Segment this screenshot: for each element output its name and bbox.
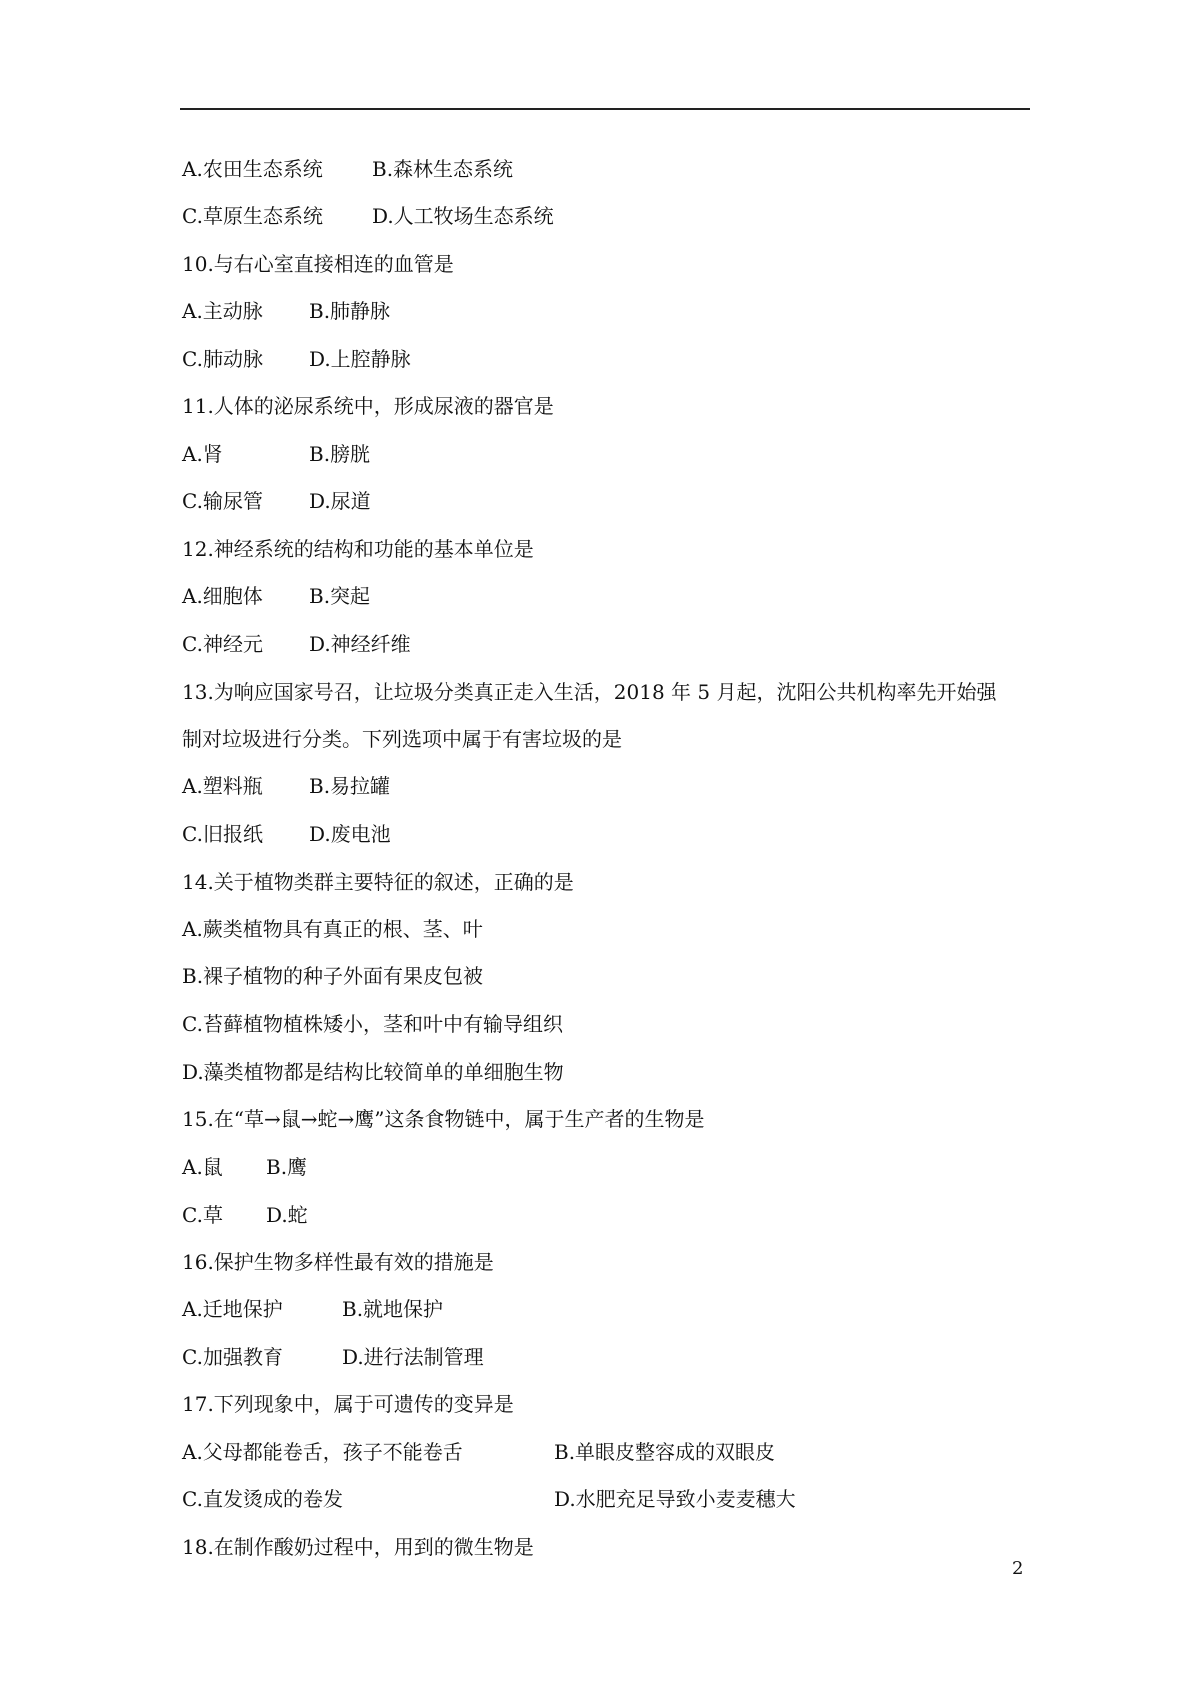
option-b: B.鹰 bbox=[266, 1155, 308, 1179]
options-line-q10-ab bbox=[182, 299, 390, 323]
option-a: A.蕨类植物具有真正的根、茎、叶 bbox=[182, 917, 483, 941]
question-13-line-1: 13.为响应国家号召，让垃圾分类真正走入生活，2018 年 5 月起，沈阳公共机构率先开始强 bbox=[182, 680, 997, 704]
options-line-q17-ab bbox=[182, 1440, 775, 1464]
option-a: A.迁地保护 bbox=[182, 1297, 283, 1321]
option-c: C.神经元 bbox=[182, 632, 263, 656]
option-b: B.裸子植物的种子外面有果皮包被 bbox=[182, 964, 484, 988]
question-14: 14.关于植物类群主要特征的叙述，正确的是 bbox=[182, 870, 574, 894]
options-line-q13-ab bbox=[182, 774, 390, 798]
option-b: B.易拉罐 bbox=[309, 774, 391, 798]
header-rule bbox=[180, 108, 1030, 110]
option-a: A.农田生态系统 bbox=[182, 157, 323, 181]
option-b: B.就地保护 bbox=[342, 1297, 444, 1321]
options-line-q17-cd bbox=[182, 1487, 796, 1511]
option-c: C.输尿管 bbox=[182, 489, 263, 513]
question-12: 12.神经系统的结构和功能的基本单位是 bbox=[182, 537, 534, 561]
option-d: D.神经纤维 bbox=[309, 632, 411, 656]
options-line-q12-cd bbox=[182, 632, 411, 656]
option-c: C.旧报纸 bbox=[182, 822, 263, 846]
options-line-q12-ab bbox=[182, 584, 370, 608]
question-18: 18.在制作酸奶过程中，用到的微生物是 bbox=[182, 1535, 534, 1559]
option-d: D.水肥充足导致小麦麦穗大 bbox=[554, 1487, 796, 1511]
option-a: A.塑料瓶 bbox=[182, 774, 263, 798]
option-b: B.膀胱 bbox=[309, 442, 371, 466]
options-line-q11-ab bbox=[182, 442, 370, 466]
option-c: C.草 bbox=[182, 1203, 223, 1227]
option-b: B.突起 bbox=[309, 584, 371, 608]
option-d: D.蛇 bbox=[266, 1203, 308, 1227]
options-line-q9-ab bbox=[182, 157, 513, 181]
option-d: D.废电池 bbox=[309, 822, 391, 846]
option-d: D.尿道 bbox=[309, 489, 371, 513]
option-b: B.单眼皮整容成的双眼皮 bbox=[554, 1440, 776, 1464]
option-a: A.主动脉 bbox=[182, 299, 263, 323]
option-d: D.藻类植物都是结构比较简单的单细胞生物 bbox=[182, 1060, 564, 1084]
option-a: A.鼠 bbox=[182, 1155, 223, 1179]
options-line-q9-cd bbox=[182, 204, 554, 228]
option-c: C.直发烫成的卷发 bbox=[182, 1487, 343, 1511]
option-b: B.肺静脉 bbox=[309, 299, 391, 323]
page-number: 2 bbox=[1012, 1558, 1024, 1579]
options-line-q10-cd bbox=[182, 347, 411, 371]
options-line-q16-cd bbox=[182, 1345, 484, 1369]
option-b: B.森林生态系统 bbox=[372, 157, 514, 181]
option-c: C.苔藓植物植株矮小，茎和叶中有输导组织 bbox=[182, 1012, 563, 1036]
option-c: C.加强教育 bbox=[182, 1345, 283, 1369]
question-10: 10.与右心室直接相连的血管是 bbox=[182, 252, 454, 276]
option-c: C.肺动脉 bbox=[182, 347, 263, 371]
option-d: D.上腔静脉 bbox=[309, 347, 411, 371]
options-line-q13-cd bbox=[182, 822, 391, 846]
options-line-q15-cd bbox=[182, 1203, 308, 1227]
option-c: C.草原生态系统 bbox=[182, 204, 323, 228]
question-16: 16.保护生物多样性最有效的措施是 bbox=[182, 1250, 494, 1274]
question-17: 17.下列现象中，属于可遗传的变异是 bbox=[182, 1392, 514, 1416]
option-a: A.父母都能卷舌，孩子不能卷舌 bbox=[182, 1440, 463, 1464]
question-13-line-2: 制对垃圾进行分类。下列选项中属于有害垃圾的是 bbox=[182, 727, 622, 751]
question-11: 11.人体的泌尿系统中，形成尿液的器官是 bbox=[182, 394, 554, 418]
option-d: D.人工牧场生态系统 bbox=[372, 204, 554, 228]
question-15: 15.在“草→鼠→蛇→鹰”这条食物链中，属于生产者的生物是 bbox=[182, 1107, 705, 1131]
options-line-q15-ab bbox=[182, 1155, 307, 1179]
options-line-q11-cd bbox=[182, 489, 371, 513]
options-line-q16-ab bbox=[182, 1297, 443, 1321]
option-a: A.肾 bbox=[182, 442, 223, 466]
option-d: D.进行法制管理 bbox=[342, 1345, 484, 1369]
option-a: A.细胞体 bbox=[182, 584, 263, 608]
